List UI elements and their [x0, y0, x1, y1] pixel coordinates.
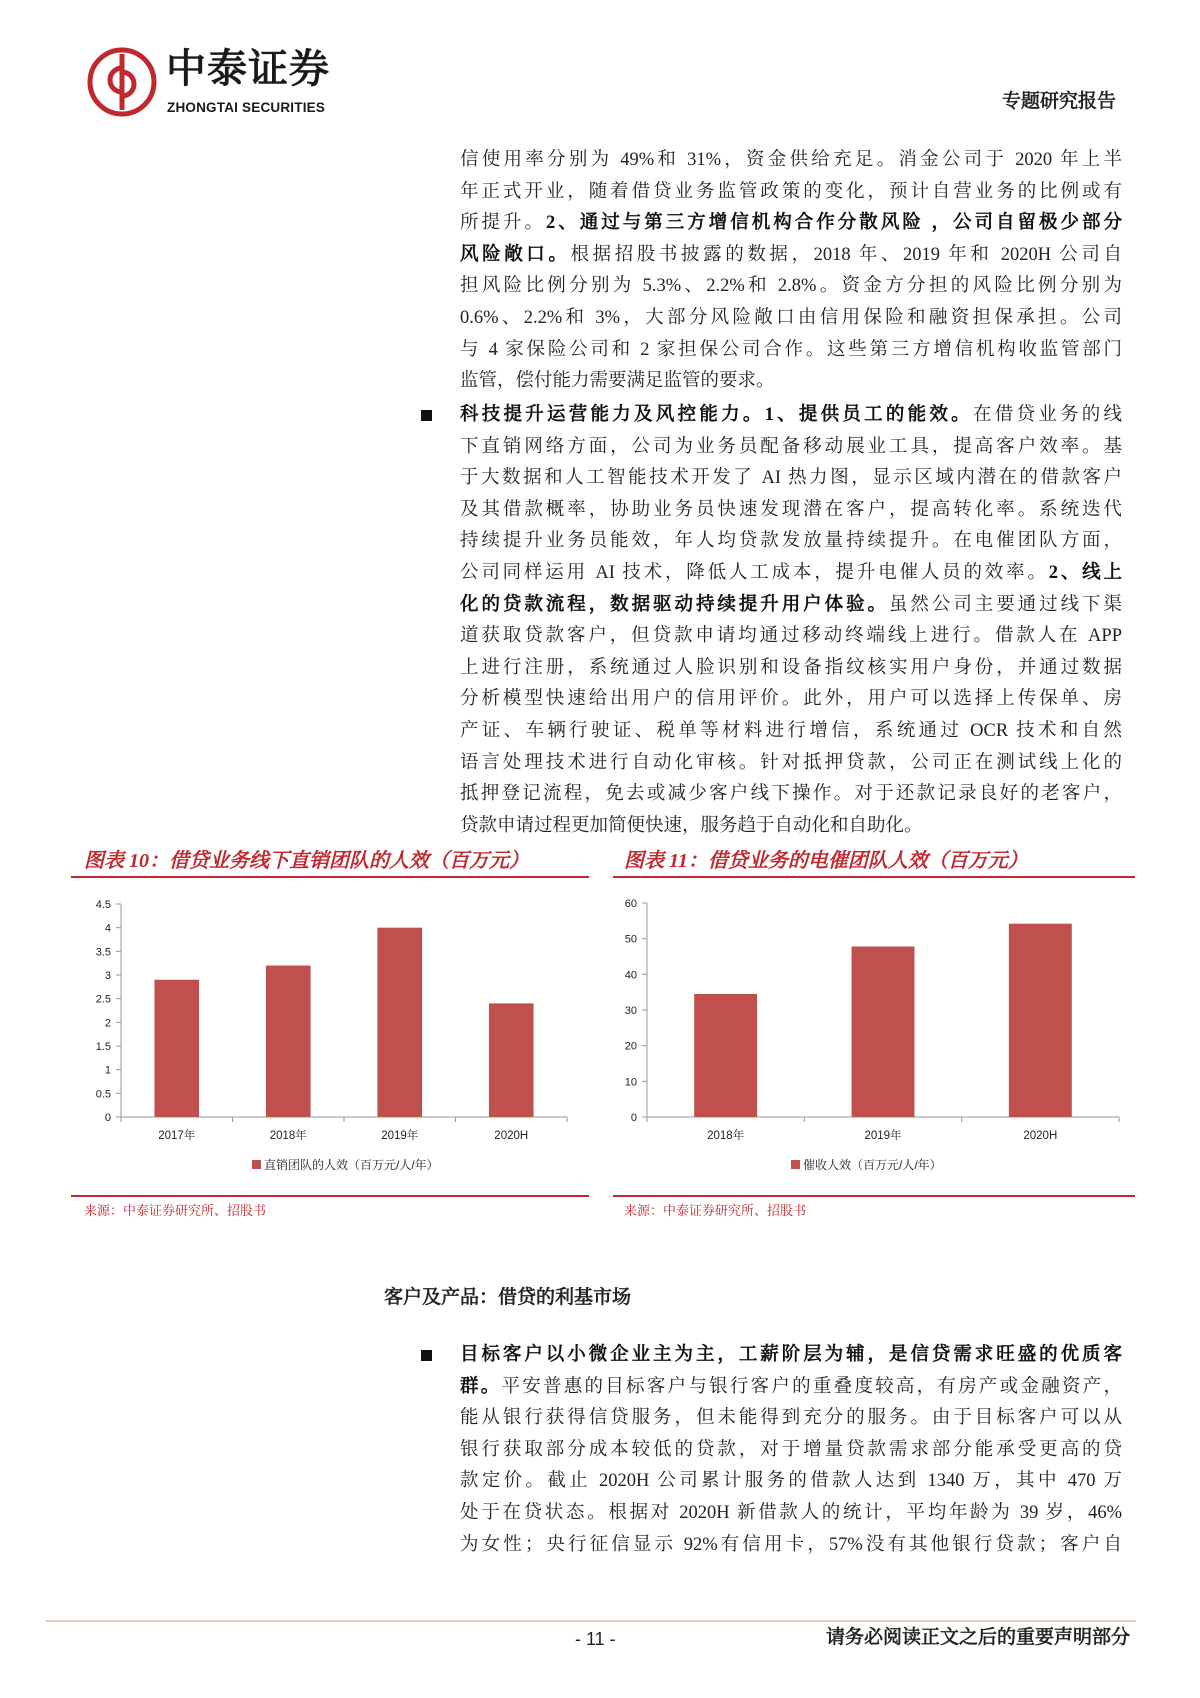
divider: [613, 876, 1135, 878]
text-line: [460, 335, 1122, 367]
legend-swatch: [791, 1160, 800, 1169]
text: 根据招股书披露的数据，2018 年、2019 年和 2020H 公司自: [570, 244, 1122, 265]
y-tick-label: 20: [624, 1040, 637, 1053]
text: 款定价。截止 2020H 公司累计服务的借款人达到 1340 万，其中 470 万: [460, 1471, 1122, 1492]
text-line: [460, 1372, 1122, 1404]
chart-10-source: 来源：中泰证券研究所、招股书: [84, 1203, 267, 1218]
x-tick-label: 2020H: [1023, 1130, 1058, 1142]
chart-11-title: 图表 11：借贷业务的电催团队人效（百万元）: [624, 850, 1028, 872]
y-tick-label: 0: [630, 1112, 637, 1124]
text: 信使用率分别为 49%和 31%，资金供给充足。消金公司于 2020 年上半: [460, 150, 1122, 170]
section-heading: 客户及产品：借贷的利基市场: [384, 1287, 632, 1308]
text: 年正式开业，随着借贷业务监管政策的变化，预计自营业务的比例或有: [460, 181, 1122, 202]
y-tick-label: 40: [624, 969, 637, 982]
text: 所提升。: [460, 213, 547, 234]
text-line: [460, 240, 1122, 272]
divider: [71, 876, 589, 878]
bold-text: 化的贷款流程，数据驱动持续提升用户体验。: [460, 594, 889, 615]
bar: [489, 1003, 534, 1117]
x-tick-label: 2019年: [864, 1130, 902, 1142]
legend-label: 直销团队的人效（百万元/人/年）: [264, 1158, 439, 1172]
text-line: [460, 495, 1122, 527]
text-line: [460, 432, 1122, 464]
text: 虽然公司主要通过线下渠: [888, 594, 1122, 615]
logo-text-en: ZHONGTAI SECURITIES: [167, 100, 326, 115]
report-type-label: 专题研究报告: [1001, 91, 1116, 112]
zhongtai-logo-icon: [86, 46, 158, 118]
text: 0.6%、2.2%和 3%，大部分风险敞口由信用保险和融资担保承担。公司: [460, 307, 1122, 328]
y-tick-label: 2: [104, 1017, 111, 1030]
divider: [71, 1195, 589, 1197]
y-tick-label: 2.5: [95, 993, 111, 1006]
text: 平安普惠的目标客户与银行客户的重叠度较高，有房产或金融资产，: [501, 1376, 1122, 1397]
text: 担风险比例分别为 5.3%、2.2%和 2.8%。资金方分担的风险比例分别为: [460, 276, 1122, 297]
divider: [613, 1195, 1135, 1197]
text-line: [460, 716, 1122, 748]
text: 及其借款概率，协助业务员快速发现潜在客户，提高转化率。系统迭代: [460, 499, 1122, 520]
y-tick-label: 60: [624, 898, 637, 910]
text: 贷款申请过程更加简便快速，服务趋于自动化和自助化。: [460, 815, 923, 836]
text-line: [460, 400, 1122, 432]
text: 与 4 家保险公司和 2 家担保公司合作。这些第三方增信机构收监管部门: [460, 339, 1122, 360]
text-line: [460, 653, 1122, 685]
text-line: [460, 1530, 1122, 1562]
y-tick-label: 4.5: [95, 899, 111, 911]
text-line: [460, 1403, 1122, 1435]
bullet-icon: [421, 410, 432, 421]
text-line: [460, 177, 1122, 209]
text: 上进行注册，系统通过人脸识别和设备指纹核实用户身份，并通过数据: [460, 657, 1122, 678]
x-tick-label: 2020H: [494, 1130, 529, 1142]
text-line: [460, 463, 1122, 495]
text-line: [460, 1498, 1122, 1530]
footer-divider: [46, 1620, 1136, 1622]
text-line: [460, 811, 1122, 843]
bar: [694, 994, 757, 1117]
text-line: [460, 526, 1122, 558]
y-tick-label: 1.5: [95, 1041, 111, 1053]
bar: [266, 966, 311, 1117]
text-line: [460, 208, 1122, 240]
bold-text: 风险敞口。: [460, 244, 571, 265]
y-tick-label: 10: [624, 1076, 637, 1089]
text-line: [460, 145, 1122, 177]
y-tick-label: 1: [104, 1064, 111, 1077]
y-tick-label: 0.5: [95, 1088, 111, 1101]
bullet-icon: [421, 1350, 432, 1361]
y-tick-label: 4: [104, 922, 111, 935]
text-line: [460, 684, 1122, 716]
text: 抵押登记流程，免去或减少客户线下操作。对于还款记录良好的老客户，: [460, 784, 1122, 805]
paragraph-tech: [460, 400, 1122, 842]
text-line: [460, 1435, 1122, 1467]
text: 能从银行获得信贷服务，但未能得到充分的服务。由于目标客户可以从: [460, 1408, 1122, 1429]
text: 道获取贷款客户，但贷款申请均通过移动终端线上进行。借款人在 APP: [460, 626, 1122, 647]
text-line: [460, 621, 1122, 653]
text-line: [460, 1466, 1122, 1498]
text-line: [460, 271, 1122, 303]
text: 持续提升业务员能效，年人均贷款发放量持续提升。在电催团队方面，: [460, 531, 1122, 552]
chart-11-source: 来源：中泰证券研究所、招股书: [624, 1203, 807, 1218]
bar: [852, 947, 915, 1117]
text: 处于在贷状态。根据对 2020H 新借款人的统计，平均年龄为 39 岁，46%: [460, 1502, 1122, 1523]
text-line: [460, 590, 1122, 622]
text-line: [460, 366, 1122, 398]
text: 语言处理技术进行自动化审核。针对抵押贷款，公司正在测试线上化的: [460, 752, 1122, 773]
text: 为女性；央行征信显示 92%有信用卡，57%没有其他银行贷款；客户自: [460, 1534, 1122, 1555]
chart-10-title: 图表 10：借贷业务线下直销团队的人效（百万元）: [84, 850, 529, 872]
x-tick-label: 2018年: [707, 1130, 745, 1142]
y-tick-label: 30: [624, 1005, 637, 1017]
text-line: [460, 779, 1122, 811]
bold-text: 目标客户以小微企业主为主，工薪阶层为辅，是信贷需求旺盛的优质客: [460, 1345, 1122, 1365]
text-line: [460, 1340, 1122, 1372]
text-line: [460, 558, 1122, 590]
text-line: [460, 748, 1122, 780]
text-line: [460, 303, 1122, 335]
y-tick-label: 3: [104, 970, 111, 982]
logo-text-cn: 中泰证券: [166, 47, 330, 91]
x-tick-label: 2019年: [381, 1130, 419, 1142]
bold-text: 群。: [460, 1376, 502, 1397]
legend-swatch: [252, 1160, 261, 1169]
y-tick-label: 0: [104, 1112, 111, 1124]
y-tick-label: 50: [624, 933, 637, 946]
footer-disclaimer: 请务必阅读正文之后的重要声明部分: [825, 1627, 1130, 1648]
x-tick-label: 2017年: [158, 1130, 196, 1142]
text: 监管，偿付能力需要满足监管的要求。: [460, 371, 775, 392]
page-number: - 11 -: [575, 1629, 616, 1649]
text: 公司同样运用 AI 技术，降低人工成本，提升电催人员的效率。: [460, 562, 1049, 583]
text: 产证、车辆行驶证、税单等材料进行增信，系统通过 OCR 技术和自然: [460, 720, 1122, 741]
x-tick-label: 2018年: [269, 1130, 307, 1142]
bold-text: 科技提升运营能力及风控能力。1、提供员工的能效。: [460, 405, 973, 425]
paragraph-risk: [460, 145, 1122, 398]
bar: [377, 928, 422, 1117]
chart-11: [613, 880, 1135, 1190]
bold-text: 2、线上: [1048, 562, 1122, 583]
paragraph-customers: [460, 1340, 1122, 1561]
legend-label: 催收人效（百万元/人/年）: [803, 1158, 942, 1172]
bar: [1009, 924, 1072, 1117]
text: 在借贷业务的线: [972, 405, 1122, 425]
chart-10: [71, 880, 589, 1190]
text: 于大数据和人工智能技术开发了 AI 热力图，显示区域内潜在的借款客户: [460, 468, 1122, 489]
text: 下直销网络方面，公司为业务员配备移动展业工具，提高客户效率。基: [460, 436, 1122, 457]
y-tick-label: 3.5: [95, 946, 111, 959]
text: 银行获取部分成本较低的贷款，对于增量贷款需求部分能承受更高的贷: [460, 1439, 1122, 1460]
bar: [154, 980, 199, 1117]
text: 分析模型快速给出用户的信用评价。此外，用户可以选择上传保单、房: [460, 689, 1122, 710]
bold-text: 2、通过与第三方增信机构合作分散风险 ，公司自留极少部分: [546, 213, 1122, 234]
